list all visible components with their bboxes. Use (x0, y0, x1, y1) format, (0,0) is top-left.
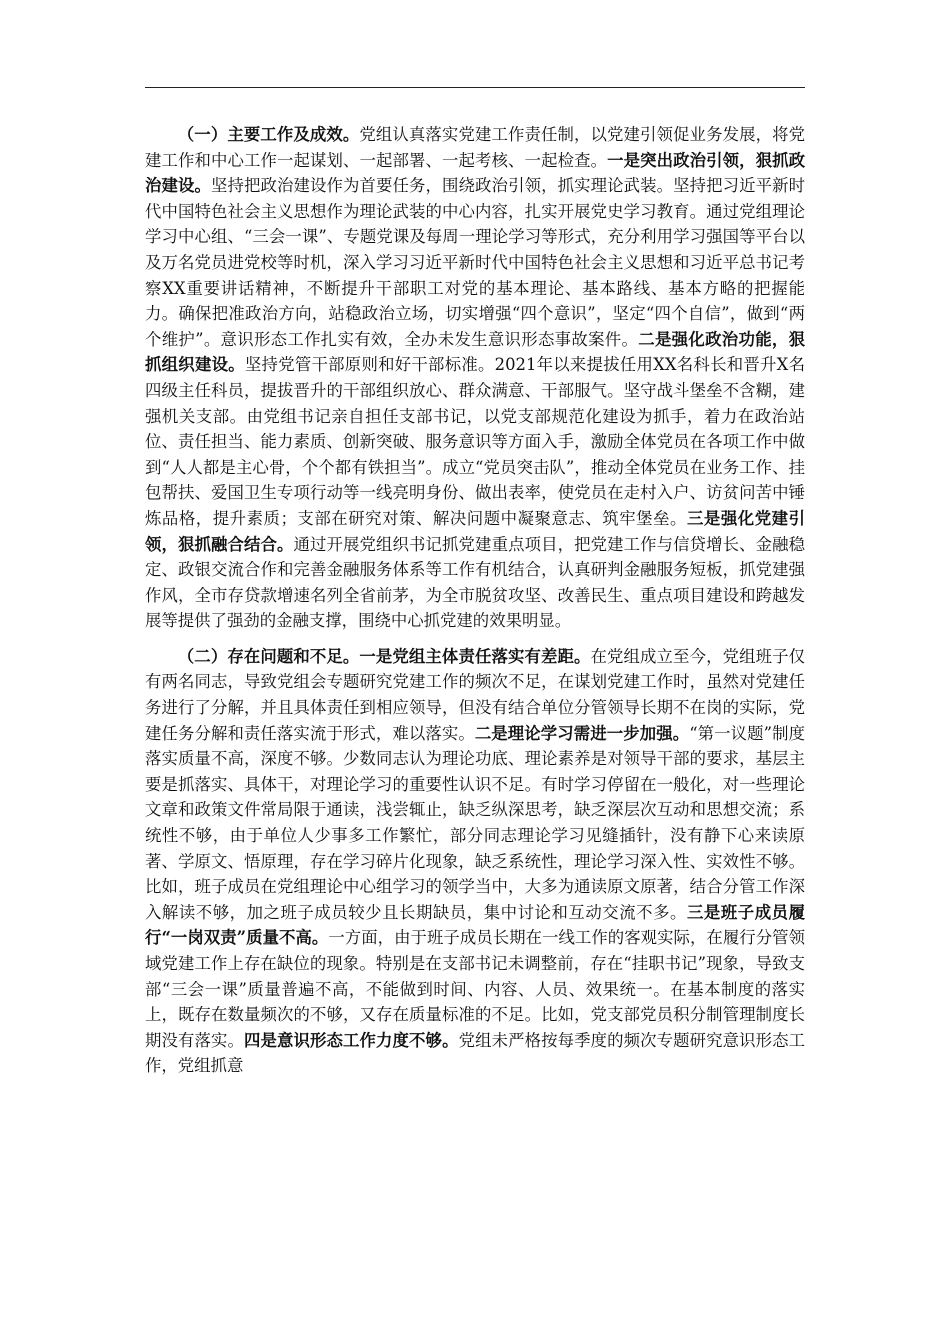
subheading-theory-study: 二是理论学习需进一步加强。 (474, 723, 690, 743)
document-body (145, 122, 805, 1079)
text-span: “第一议题”制度落实质量不高，深度不够。少数同志认为理论功底、理论素养是对领导干部的要求，基层主要是抓落实、具体干，对理论学习的重要性认识不足。有时学习停留在一般化，对一些理论文章和政策文件常局限于通读，浅尝辄止，缺乏纵深思考，缺乏深层次互动和思想交流；系统性不够，由于单位人少事多工作繁忙，部分同志理论学习见缝插针，没有静下心来读原著、学原文、悟原理，存在学习碎片化现象，缺乏系统性，理论学习深入性、实效性不够。比如，班子成员在党组理论中心组学习的领学当中，大多为通读原文原著，结合分管工作深入解读不够，加之班子成员较少且长期缺员，集中讨论和互动交流不多。 (145, 723, 806, 922)
text-span: 一方面，由于班子成员长期在一线工作的客观实际，在履行分管领域党建工作上存在缺位的现象。特别是在支部书记未调整前，存在“挂职书记”现象，导致支部“三会一课”质量普遍不高，不能做到时间、内容、人员、效果统一。在基本制度的落实上，既存在数量频次的不够，又存在质量标准的不足。比如，党支部党员积分制管理制度长期没有落实。 (145, 928, 806, 1050)
heading-main-work: （一）主要工作及成效。 (177, 125, 360, 144)
subheading-organization-building: 二是强化政治功能，狠抓组织建设。 (145, 329, 805, 375)
subheading-political-building: 一是突出政治引领，狠抓政治建设。 (145, 150, 805, 196)
text-span: 坚持党管干部原则和好干部标准。2021年以来提拔任用XX名科长和晋升X名四级主任科员，提拔晋升的干部组织放心、群众满意、干部服气。坚守战斗堡垒不含糊，建强机关支部。由党组书记亲自担任支部书记，以党支部规范化建设为抓手，着力在政治站位、责任担当、能力素质、创新突破、服务意识等方面入手，激励全体党员在各项工作中做到“人人都是主心骨，个个都有铁担当”。成立“党员突击队”，推动全体党员在业务工作、挂包帮扶、爱国卫生专项行动等一线亮明身份、做出表率，使党员在走村入户、访贫问苦中锤炼品格，提升素质；支部在研究对策、解决问题中凝聚意志、筑牢堡垒。 (145, 355, 806, 528)
text-span: 党组认真落实党建工作责任制，以党建引领促业务发展，将党建工作和中心工作一起谋划、一起部署、一起考核、一起检查。 (145, 125, 805, 170)
subheading-integration: 三是强化党建引领，狠抓融合结合。 (145, 508, 806, 554)
header-rule (145, 87, 805, 88)
text-span: 坚持把政治建设作为首要任务，围绕政治引领，抓实理论武装。坚持把习近平新时代中国特色社会主义思想作为理论武装的中心内容，扎实开展党史学习教育。通过党组理论学习中心组、“三会一课”、专题党课及每周一理论学习等形式，充分利用学习强国等平台以及万名党员进党校等时机，深入学习习近平新时代中国特色社会主义思想和习近平总书记考察XX重要讲话精神，不断提升干部职工对党的基本理论、基本路线、基本方略的把握能力。确保把准政治方向，站稳政治立场，切实增强“四个意识”，坚定“四个自信”，做到“两个维护”。意识形态工作扎实有效，全办未发生意识形态事故案件。 (145, 176, 806, 349)
subheading-ideology-work: 四是意识形态工作力度不够。 (244, 1030, 459, 1050)
paragraph-main-work (145, 122, 805, 634)
heading-problems: （二）存在问题和不足。一是党组主体责任落实有差距。 (177, 646, 591, 666)
text-span: 通过开展党组织书记抓党建重点项目，把党建工作与信贷增长、金融稳定、政银交流合作和完善金融服务体系等工作有机结合，认真研判金融服务短板，抓党建强作风，全市存贷款增速名列全省前茅，为全市脱贫攻坚、改善民生、重点项目建设和跨越发展等提供了强劲的金融支撑，围绕中心抓党建的效果明显。 (145, 534, 806, 631)
text-span: 党组未严格按每季度的频次专题研究意识形态工作，党组抓意 (145, 1030, 806, 1076)
paragraph-problems (145, 644, 805, 1079)
subheading-dual-duty: 三是班子成员履行“一岗双责”质量不高。 (145, 902, 806, 948)
text-span: 在党组成立至今，党组班子仅有两名同志，导致党组会专题研究党建工作的频次不足，在谋划党建工作时，虽然对党建任务进行了分解，并且具体责任到相应领导，但没有结合单位分管领导长期不在岗的实际，党建任务分解和责任落实流于形式，难以落实。 (145, 646, 806, 743)
